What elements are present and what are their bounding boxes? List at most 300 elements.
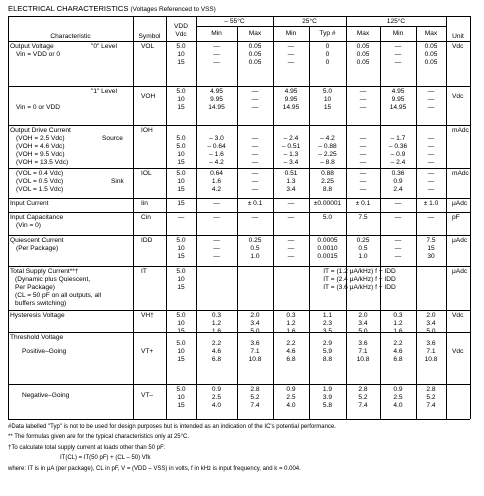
row-divider [8, 86, 470, 87]
cell-value: 0.05 [356, 59, 370, 66]
condition-label: "1" Level [91, 88, 117, 95]
cell-value: 7.4 [250, 402, 260, 409]
cell-value: — [359, 88, 367, 95]
cell-value: 5.2 [358, 394, 368, 401]
cell-value: 1.0 [358, 253, 368, 260]
cell-value: 0.5 [358, 245, 368, 252]
symbol: IOH [141, 127, 153, 134]
cell-value: 2.9 [322, 340, 333, 347]
cell-value: 0 [325, 43, 330, 50]
cell-value: — [427, 159, 435, 166]
cell-value: — [213, 214, 220, 221]
cell-value: — [287, 237, 295, 244]
cell-value: 4.0 [286, 402, 296, 409]
cell-value: 0.36 [391, 170, 405, 177]
cell-value: 0.25 [356, 237, 370, 244]
cell-value: 0.3 [286, 312, 296, 319]
cell-value: — [251, 214, 259, 221]
header-vdd: VDD [174, 23, 188, 30]
row-divider [8, 41, 470, 42]
header-min: Min [392, 30, 404, 37]
cell-value: — [394, 214, 402, 221]
row-divider [8, 212, 470, 213]
cell-value: — [394, 253, 402, 260]
title-text: ELECTRICAL CHARACTERISTICS [8, 4, 129, 13]
cell-value: 5.0 [322, 88, 333, 95]
characteristic-label: Output Voltage [10, 43, 54, 50]
cell-value: 2.2 [393, 340, 403, 347]
condition-label: "0" Level [91, 43, 117, 50]
cell-value: 10 [177, 51, 185, 58]
cell-value: 10 [177, 96, 185, 103]
cell-value: 8.8 [322, 186, 333, 193]
unit: pF [452, 214, 460, 221]
row-divider [8, 125, 470, 126]
header-characteristic: Characteristic [50, 33, 91, 40]
cell-value: — [287, 245, 295, 252]
section-title [8, 4, 216, 13]
cell-value: 3.4 [426, 320, 436, 327]
symbol: IOL [141, 170, 152, 177]
cell-value: 9.95 [210, 96, 223, 103]
cell-value: — [427, 96, 435, 103]
cell-value: 0.9 [211, 386, 222, 393]
characteristic-label: (VOH = 13.5 Vdc) [16, 159, 69, 166]
cell-value: – 8.8 [320, 159, 335, 166]
characteristic-label: Input Capacitance [10, 214, 64, 221]
cell-value: 0.9 [393, 178, 403, 185]
cell-value: — [427, 143, 435, 150]
cell-value: — [213, 253, 220, 260]
cell-value: 6.8 [211, 356, 222, 363]
cell-value: — [394, 51, 402, 58]
cell-value: 0.05 [356, 51, 370, 58]
characteristic-label: buffers switching) [15, 300, 67, 307]
header-typ: Typ # [319, 30, 336, 37]
characteristic-label: Negative–Going [22, 392, 70, 399]
cell-value: 2.0 [358, 312, 368, 319]
header-temp-25: 25°C [302, 18, 317, 25]
row-divider [8, 168, 470, 169]
cell-value: 5.0 [176, 312, 186, 319]
cell-value: 0 [325, 51, 330, 58]
cell-value: 7.1 [426, 348, 436, 355]
cell-value: — [394, 245, 402, 252]
cell-value: 15 [427, 245, 435, 252]
characteristic-label: (VOH = 9.5 Vdc) [16, 151, 65, 158]
cell-value: – 2.25 [318, 151, 337, 158]
cell-value: — [213, 200, 220, 207]
cell-value: 15 [177, 59, 185, 66]
table-footnotes [8, 422, 478, 474]
cell-value: 2.8 [426, 386, 436, 393]
cell-value: 2.8 [250, 386, 260, 393]
unit: mAdc [452, 170, 469, 177]
cell-value: 15 [177, 186, 185, 193]
cell-value: 10 [177, 178, 185, 185]
cell-value: 1.9 [322, 386, 333, 393]
cell-value: 0.9 [393, 386, 403, 393]
cell-value: 4.95 [284, 88, 298, 95]
cell-value: — [359, 178, 367, 185]
characteristic-label: Vin = VDD or 0 [16, 51, 61, 58]
characteristic-label: Positive–Going [22, 348, 67, 355]
cell-value: — [287, 59, 295, 66]
cell-value: 3.9 [322, 394, 333, 401]
cell-value: — [251, 178, 259, 185]
cell-value: 15 [323, 104, 332, 111]
table-border-bottom [8, 419, 470, 420]
cell-value: 10.8 [356, 356, 370, 363]
cell-value: — [287, 253, 295, 260]
characteristic-label: (Per Package) [16, 245, 59, 252]
cell-value: 5.0 [176, 237, 186, 244]
cell-value: — [427, 151, 435, 158]
cell-value: 0.0015 [317, 253, 338, 260]
characteristic-label: (VOH = 2.5 Vdc) [16, 135, 65, 142]
cell-value: 0 [325, 59, 330, 66]
cell-value: 2.5 [286, 394, 296, 401]
cell-value: ± 1.0 [423, 200, 439, 207]
header-max: Max [248, 30, 262, 37]
cell-value: 10 [177, 151, 185, 158]
characteristic-label: Vin = 0 or VDD [16, 104, 61, 111]
cell-value: 9.95 [284, 96, 298, 103]
cell-value: 7.1 [250, 348, 260, 355]
cell-value: — [251, 159, 259, 166]
cell-value: 3.6 [250, 340, 260, 347]
cell-value: — [427, 170, 435, 177]
cell-value: 15 [177, 284, 185, 291]
cell-value: — [359, 135, 367, 142]
cell-value: 1.2 [393, 320, 403, 327]
cell-value: 5.0 [176, 386, 186, 393]
cell-value: — [177, 214, 185, 221]
cell-value: — [213, 51, 220, 58]
cell-value: — [427, 104, 435, 111]
cell-value: 4.0 [211, 402, 222, 409]
column-divider [446, 16, 447, 419]
cell-value: 4.95 [210, 88, 223, 95]
condition-label: Sink [111, 178, 124, 185]
cell-value: – 0.51 [281, 143, 301, 150]
cell-value: — [359, 186, 367, 193]
cell-value: 0.64 [210, 170, 223, 177]
symbol: Iin [141, 200, 148, 207]
cell-value: 1.2 [286, 320, 296, 327]
cell-value: ± 0.1 [355, 200, 371, 207]
cell-value: 15 [177, 159, 185, 166]
cell-value: 14.95 [282, 104, 300, 111]
cell-value: 5.8 [322, 402, 333, 409]
header-min: Min [211, 30, 222, 37]
cell-value: – 3.4 [283, 159, 299, 166]
cell-value: 0.05 [424, 43, 438, 50]
cell-value: — [394, 237, 402, 244]
cell-value: 1.6 [286, 328, 296, 335]
cell-value: 1.6 [211, 328, 222, 335]
characteristic-label: Input Current [10, 200, 49, 207]
cell-value: – 4.2 [320, 135, 335, 142]
cell-value: — [251, 143, 259, 150]
characteristic-label: Per Package) [15, 284, 55, 291]
cell-value: 4.0 [393, 402, 403, 409]
header-max: Max [356, 30, 370, 37]
cell-value: 4.6 [393, 348, 403, 355]
symbol: VOL [141, 43, 155, 50]
cell-value: 5.0 [358, 328, 368, 335]
cell-value: — [287, 214, 295, 221]
cell-value: 4.6 [286, 348, 296, 355]
cell-value: – 4.2 [209, 159, 224, 166]
cell-value: 5.2 [426, 394, 436, 401]
row-divider [8, 266, 470, 267]
cell-value: 15 [177, 104, 185, 111]
header-unit: Unit [452, 33, 464, 40]
cell-value: 6.8 [393, 356, 403, 363]
cell-value: 0.88 [321, 170, 334, 177]
footnote-line: †To calculate total supply current at loads other than 50 pF: [8, 444, 166, 451]
cell-value: 10 [177, 348, 185, 355]
cell-value: — [427, 186, 435, 193]
column-divider [133, 16, 134, 419]
cell-value: 4.2 [211, 186, 222, 193]
cell-value: — [359, 143, 367, 150]
cell-value: — [427, 135, 435, 142]
cell-value: — [359, 151, 367, 158]
cell-value: 1.2 [211, 320, 222, 327]
cell-value: 2.8 [358, 386, 368, 393]
cell-value: 3.5 [322, 328, 333, 335]
cell-value: 10.8 [424, 356, 438, 363]
cell-value: 2.0 [426, 312, 436, 319]
header-subdivider [196, 26, 446, 27]
cell-value: — [251, 170, 259, 177]
cell-value: 15 [177, 200, 185, 207]
cell-value: — [427, 178, 435, 185]
cell-value: 2.4 [393, 186, 403, 193]
unit: Vdc [452, 348, 464, 355]
characteristic-label: Hysteresis Voltage [10, 312, 65, 319]
row-divider [8, 198, 470, 199]
cell-value: 5.0 [322, 214, 333, 221]
cell-value: 30 [427, 253, 435, 260]
header-vdd-unit: Vdc [175, 31, 187, 38]
cell-value: 5.0 [426, 328, 436, 335]
table-border-right [470, 16, 471, 419]
characteristic-label: (CL = 50 pF on all outputs, all [15, 292, 102, 299]
symbol: VH† [141, 312, 154, 319]
cell-value: – 1.7 [390, 135, 406, 142]
footnote-line: ** The formulas given are for the typical characteristics only at 25°C. [8, 434, 190, 441]
cell-value: 3.6 [358, 340, 368, 347]
cell-value: ± 0.1 [247, 200, 263, 207]
footnote-line: #Data labelled "Typ" is not to be used for design purposes but is intended as an indication of the IC's potential performance. [8, 424, 336, 430]
cell-value: 2.2 [211, 340, 222, 347]
cell-value: – 1.3 [283, 151, 299, 158]
cell-value: 5.0 [176, 135, 186, 142]
cell-value: 2.5 [393, 394, 403, 401]
cell-value: — [251, 151, 259, 158]
cell-value: 5.0 [250, 328, 260, 335]
header-symbol: Symbol [138, 33, 161, 40]
cell-value: 15 [177, 356, 185, 363]
footnote-line: IT(CL) = IT(50 pF) + (CL – 50) Vfk [60, 455, 151, 462]
cell-value: 3.4 [286, 186, 296, 193]
cell-value: – 1.6 [209, 151, 224, 158]
cell-value: 7.5 [426, 237, 436, 244]
cell-value: 2.3 [322, 320, 333, 327]
cell-value: 3.6 [426, 340, 436, 347]
cell-value: — [394, 43, 402, 50]
characteristic-label: Quiescent Current [10, 237, 64, 244]
cell-value: — [287, 51, 295, 58]
characteristic-label: Threshold Voltage [10, 334, 64, 341]
cell-value: 1.1 [322, 312, 333, 319]
cell-value: 2.0 [250, 312, 260, 319]
cell-value: — [394, 59, 402, 66]
supply-current-formula: IT = (3.6 μA/kHz) f + IDD [323, 284, 396, 291]
cell-value: 1.6 [393, 328, 403, 335]
cell-value: 1.3 [286, 178, 296, 185]
cell-value: 10 [177, 276, 185, 283]
cell-value: 1.0 [250, 253, 260, 260]
header-temp-125: 125°C [386, 18, 406, 25]
cell-value: — [287, 200, 295, 207]
cell-value: 0.05 [248, 59, 262, 66]
cell-value: 5.0 [176, 143, 186, 150]
cell-value: ±0.00001 [313, 200, 342, 207]
table-border-top [8, 16, 470, 17]
electrical-characteristics-table [8, 16, 470, 419]
cell-value: 5.0 [176, 43, 186, 50]
cell-value: — [359, 170, 367, 177]
cell-value: 5.9 [322, 348, 333, 355]
cell-value: 0.0005 [317, 237, 338, 244]
cell-value: — [287, 43, 295, 50]
cell-value: 15 [177, 402, 185, 409]
cell-value: 0.3 [393, 312, 403, 319]
characteristic-label: (VOL = 0.4 Vdc) [16, 170, 64, 177]
cell-value: 3.4 [250, 320, 260, 327]
cell-value: — [213, 237, 220, 244]
unit: Vdc [452, 93, 464, 100]
cell-value: — [359, 104, 367, 111]
characteristic-label: (VOL = 0.5 Vdc) [16, 178, 64, 185]
cell-value: — [394, 200, 402, 207]
unit: μAdc [452, 237, 468, 244]
cell-value: — [251, 96, 259, 103]
cell-value: — [213, 245, 220, 252]
cell-value: — [251, 135, 259, 142]
cell-value: 5.2 [250, 394, 260, 401]
table-border-left [8, 16, 9, 419]
unit: Vdc [452, 43, 464, 50]
cell-value: 7.1 [358, 348, 368, 355]
cell-value: 0.5 [250, 245, 260, 252]
cell-value: 0.9 [286, 386, 296, 393]
cell-value: 5.0 [176, 170, 186, 177]
cell-value: 5.0 [176, 340, 186, 347]
characteristic-label: Output Drive Current [10, 127, 71, 134]
cell-value: — [213, 59, 220, 66]
header-temp-minus55: – 55°C [224, 18, 245, 25]
condition-label: Source [102, 135, 123, 142]
cell-value: — [213, 43, 220, 50]
cell-value: 14.95 [389, 104, 407, 111]
cell-value: 10 [323, 96, 332, 103]
header-max: Max [424, 30, 438, 37]
cell-value: 0.05 [248, 51, 262, 58]
row-divider [8, 235, 470, 236]
cell-value: 9.95 [391, 96, 405, 103]
row-divider [8, 384, 470, 385]
cell-value: 8.8 [322, 356, 333, 363]
unit: mAdc [452, 127, 469, 134]
symbol: IDD [141, 237, 153, 244]
symbol: IT [141, 268, 147, 275]
symbol: Cin [141, 214, 151, 221]
cell-value: — [251, 104, 259, 111]
symbol: VT+ [141, 348, 154, 355]
cell-value: 0.05 [356, 43, 370, 50]
cell-value: 7.4 [358, 402, 368, 409]
characteristic-label: Total Supply Current**† [10, 268, 79, 275]
characteristic-label: (VOH = 4.6 Vdc) [16, 143, 65, 150]
cell-value: 0.0010 [317, 245, 338, 252]
cell-value: — [359, 96, 367, 103]
cell-value: – 3.0 [209, 135, 224, 142]
row-divider [8, 310, 470, 311]
cell-value: – 2.4 [390, 159, 406, 166]
cell-value: 2.2 [286, 340, 296, 347]
cell-value: 10 [177, 320, 185, 327]
cell-value: 0.25 [248, 237, 262, 244]
cell-value: 10 [177, 245, 185, 252]
characteristic-label: (VOL = 1.5 Vdc) [16, 186, 64, 193]
cell-value: 2.5 [211, 394, 222, 401]
cell-value: — [359, 159, 367, 166]
cell-value: – 0.9 [390, 151, 406, 158]
unit: μAdc [452, 268, 468, 275]
cell-value: 10.8 [248, 356, 262, 363]
cell-value: – 0.88 [318, 143, 337, 150]
header-min: Min [285, 30, 297, 37]
cell-value: 5.0 [176, 268, 186, 275]
supply-current-formula: IT = (1.2 μA/kHz) f + IDD [323, 268, 396, 275]
cell-value: 3.4 [358, 320, 368, 327]
cell-value: 0.05 [248, 43, 262, 50]
cell-value: 6.8 [286, 356, 296, 363]
unit: μAdc [452, 200, 468, 207]
cell-value: 0.05 [424, 51, 438, 58]
footnote-line: where: IT is in μA (per package), CL in pF, V = (VDD – VSS) in volts, f in kHz is input frequency, and k = 0.004. [8, 465, 301, 472]
characteristic-label: (Vin = 0) [16, 222, 41, 229]
characteristic-label: (Dynamic plus Quiescent, [15, 276, 91, 283]
symbol: VT– [141, 392, 154, 399]
cell-value: 5.0 [176, 88, 186, 95]
cell-value: 7.5 [358, 214, 368, 221]
cell-value: — [427, 88, 435, 95]
cell-value: 4.95 [391, 88, 405, 95]
cell-value: 0.3 [211, 312, 222, 319]
cell-value: 0.51 [284, 170, 298, 177]
cell-value: – 0.36 [388, 143, 408, 150]
cell-value: 10 [177, 394, 185, 401]
cell-value: 15 [177, 253, 185, 260]
cell-value: 15 [177, 328, 185, 335]
supply-current-formula: IT = (2.4 μA/kHz) f + IDD [323, 276, 396, 283]
